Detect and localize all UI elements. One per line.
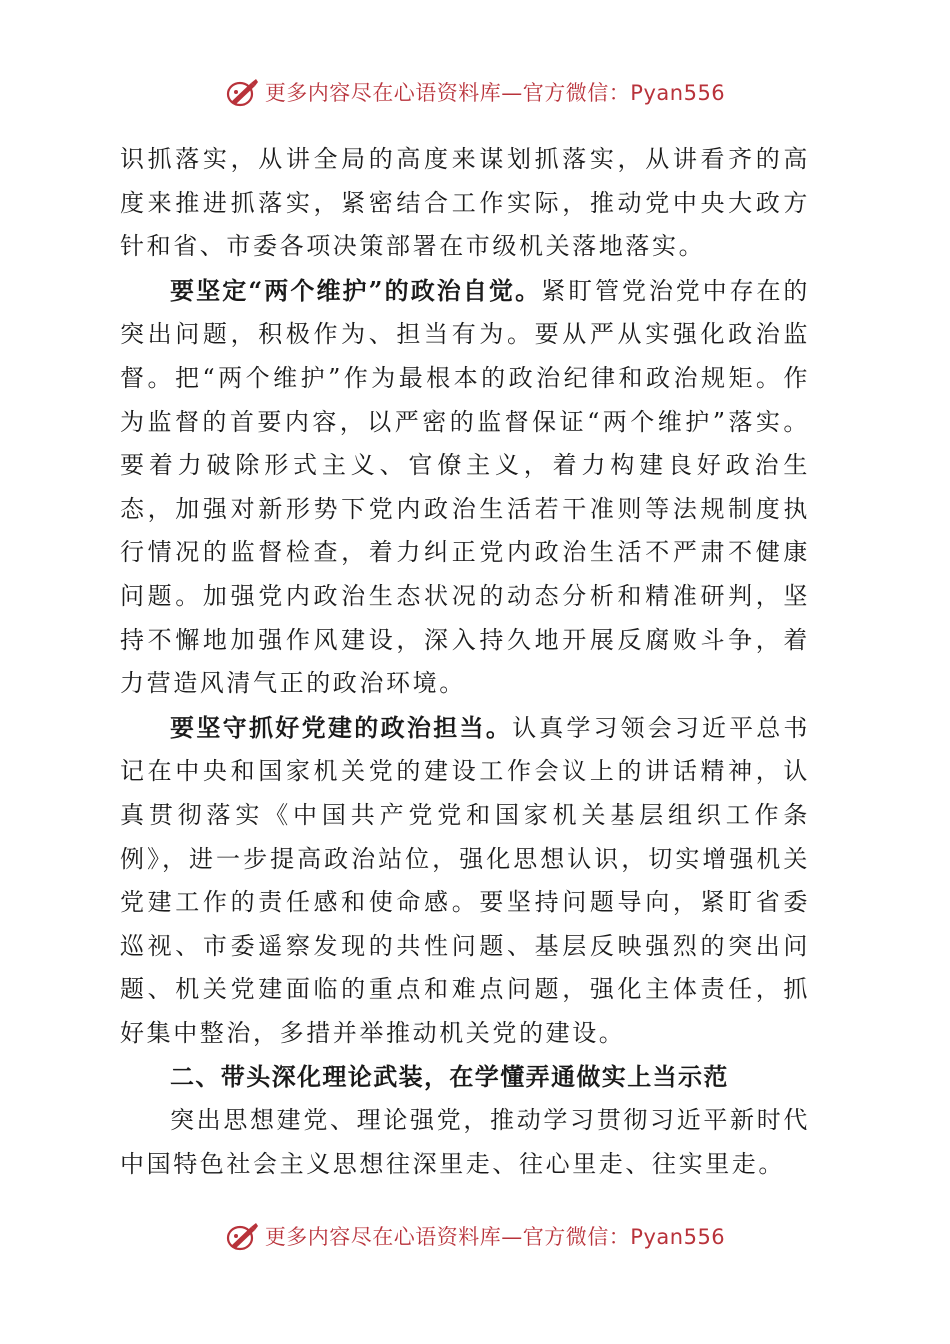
paragraph-text: 识抓落实，从讲全局的高度来谋划抓落实，从讲看齐的高度来推进抓落实，紧密结合工作实际，推动党中央大政方针和省、市委各项决策部署在市级机关落地落实。 — [120, 145, 810, 261]
pen-circle-logo-icon — [225, 1222, 259, 1252]
pen-circle-logo-icon — [225, 78, 259, 108]
paragraph-party-building — [120, 706, 810, 1056]
paragraph-text: 紧盯管党治党中存在的突出问题，积极作为、担当有为。要从严从实强化政治监督。把“两个维护”作为最根本的政治纪律和政治规矩。作为监督的首要内容，以严密的监督保证“两个维护”落实。要着力破除形式主义、官僚主义，着力构建良好政治生态，加强对新形势下党内政治生活若干准则等法规制度执行情况的监督检查，着力纠正党内政治生活不严肃不健康问题。加强党内政治生态状况的动态分析和精准研判，坚持不懈地加强作风建设，深入持久地开展反腐败斗争，着力营造风清气正的政治环境。 — [120, 276, 811, 698]
paragraph-lead: 要坚定“两个维护”的政治自觉。 — [170, 275, 542, 305]
document-body — [120, 138, 810, 1186]
paragraph-lead: 要坚守抓好党建的政治担当。 — [170, 712, 513, 742]
paragraph-closing: 突出思想建党、理论强党，推动学习贯彻习近平新时代中国特色社会主义思想往深里走、往心里走、往实里走。 — [120, 1106, 810, 1178]
paragraph-two-safeguards — [120, 269, 810, 706]
footer-watermark — [0, 1222, 950, 1252]
paragraph-continuation — [120, 138, 810, 269]
paragraph-text: 认真学习领会习近平总书记在中央和国家机关党的建设工作会议上的讲话精神，认真贯彻落实《中国共产党党和国家机关基层组织工作条例》，进一步提高政治站位，强化思想认识，切实增强机关党建工作的责任感和使命感。要坚持问题导向，紧盯省委巡视、市委遥察发现的共性问题、基层反映强烈的突出问题、机关党建面临的重点和难点问题，强化主体责任，抓好集中整治，多措并举推动机关党的建设。 — [120, 713, 810, 1047]
section-heading: 二、带头深化理论武装，在学懂弄通做实上当示范 — [170, 1062, 729, 1092]
header-watermark — [0, 78, 950, 108]
watermark-text: 更多内容尽在心语资料库—官方微信：Pyan556 — [264, 1225, 726, 1249]
watermark-text: 更多内容尽在心语资料库—官方微信：Pyan556 — [264, 81, 726, 105]
